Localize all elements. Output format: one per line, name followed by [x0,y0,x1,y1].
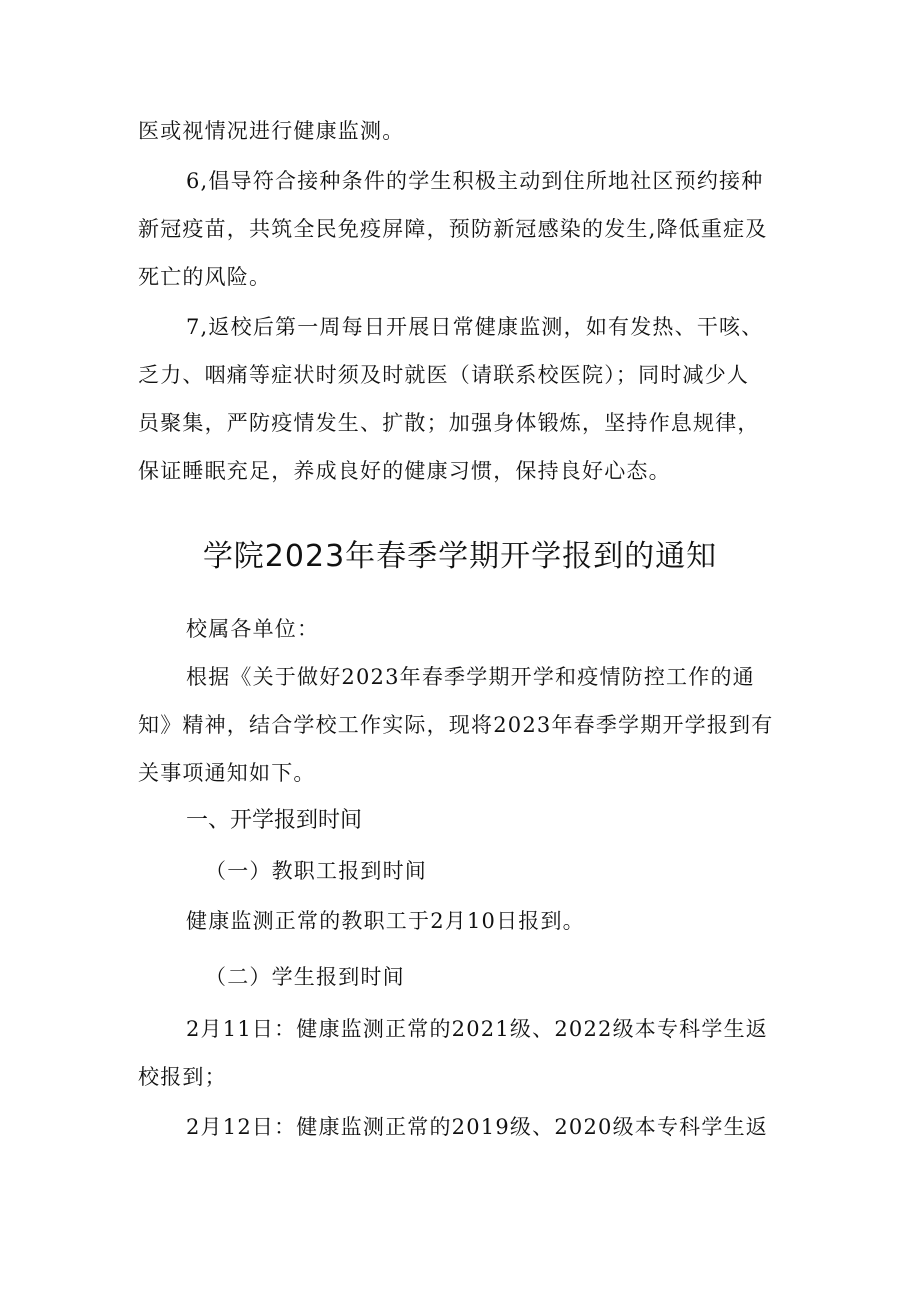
text-line: 2月12日：健康监测正常的2019级、2020级本专科学生返 [186,1115,768,1139]
text-line: 保证睡眠充足，养成良好的健康习惯，保持良好心态。 [138,459,671,483]
text-line: 新冠疫苗，共筑全民免疫屏障，预防新冠感染的发生,降低重症及 [138,217,768,241]
intro-line: 知》精神，结合学校工作实际，现将2023年春季学期开学报到有 [138,713,774,737]
text-line: 健康监测正常的教职工于2月10日报到。 [186,909,585,933]
text-line-item-7: 7,返校后第一周每日开展日常健康监测，如有发热、干咳、 [186,315,764,339]
intro-line: 根据《关于做好2023年春季学期开学和疫情防控工作的通 [186,665,755,689]
subsection-heading: （二）学生报到时间 [205,965,405,989]
intro-line: 关事项通知如下。 [138,761,316,785]
text-line: 医或视情况进行健康监测。 [138,119,405,143]
salutation: 校属各单位： [186,617,320,641]
text-line: 死亡的风险。 [138,265,272,289]
subsection-heading: （一）教职工报到时间 [205,859,427,883]
notice-title: 学院2023年春季学期开学报到的通知 [202,539,718,574]
text-line: 乏力、咽痛等症状时须及时就医（请联系校医院）；同时减少人 [138,363,750,387]
text-line: 校报到； [138,1065,227,1089]
section-heading: 一、开学报到时间 [186,808,363,833]
text-line-item-6: 6,倡导符合接种条件的学生积极主动到住所地社区预约接种 [186,169,764,193]
text-line: 2月11日：健康监测正常的2021级、2022级本专科学生返 [186,1017,768,1041]
text-line: 员聚集，严防疫情发生、扩散；加强身体锻炼，坚持作息规律， [138,411,760,435]
